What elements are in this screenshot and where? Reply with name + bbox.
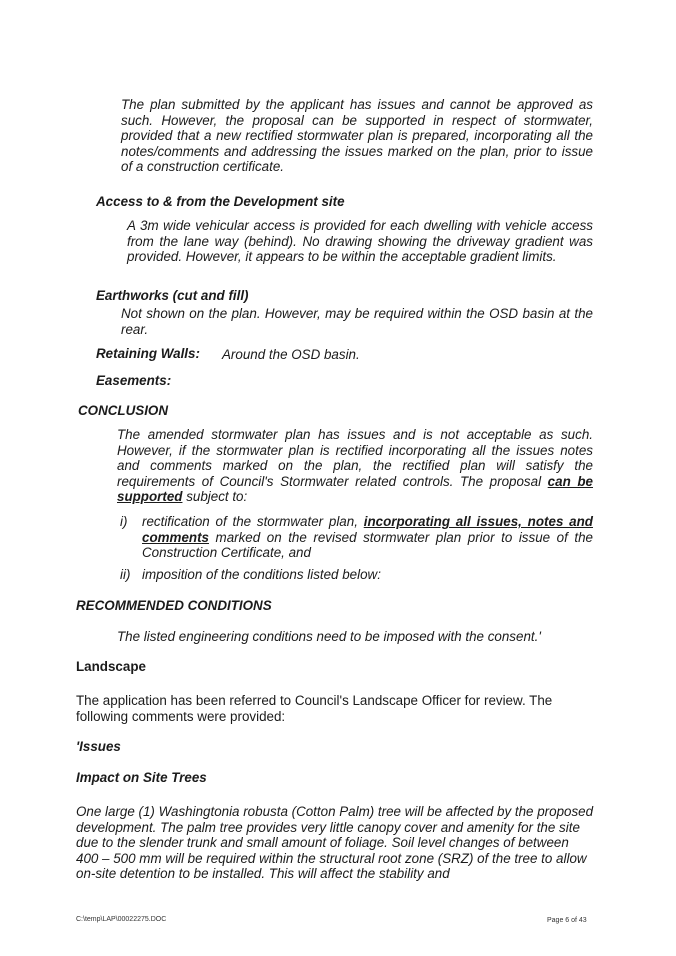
easements-heading: Easements: bbox=[96, 373, 172, 388]
list-item-number: i) bbox=[120, 514, 128, 529]
list-item-text-end: marked on the revised stormwater plan prior to issue of the Construction Certificate, and bbox=[142, 529, 593, 561]
earthworks-paragraph: Not shown on the plan. However, may be required within the OSD basin at the rear. bbox=[121, 306, 593, 337]
conclusion-tail: subject to: bbox=[182, 489, 248, 505]
recommended-conditions-heading: RECOMMENDED CONDITIONS bbox=[76, 598, 272, 613]
recommended-conditions-text: The listed engineering conditions need to be imposed with the consent.' bbox=[117, 629, 541, 644]
issues-heading: 'Issues bbox=[76, 739, 121, 754]
conclusion-text: The amended stormwater plan has issues and is not acceptable as such. However, if the stormwater plan is rectified incorporating all the issues notes and comments marked on the plan, the rectified plan will satisfy the requirements of Council's Stormwater related controls. The proposal bbox=[117, 427, 593, 489]
stormwater-summary-paragraph: The plan submitted by the applicant has issues and cannot be approved as such. However, the proposal can be supported in respect of stormwater, provided that a new rectified stormwater plan is prepared, incorporating all the notes/comments and addressing the issues marked on the plan, prior to issue of a construction certificate. bbox=[121, 97, 593, 175]
can-be-supported-emphasis: can be supported bbox=[117, 473, 593, 505]
footer-page-number: Page 6 of 43 bbox=[547, 917, 587, 924]
impact-paragraph: One large (1) Washingtonia robusta (Cotton Palm) tree will be affected by the proposed development. The palm tree provides very little canopy cover and amenity for the site due to the slender trunk and small amount of foliage. Soil level changes of between 400 – 500 mm will be required within the structural root zone (SRZ) of the tree to allow on-site detention to be installed. This will affect the stability and bbox=[76, 804, 594, 882]
landscape-paragraph: The application has been referred to Council's Landscape Officer for review. The following comments were provided: bbox=[76, 693, 553, 724]
conclusion-heading: CONCLUSION bbox=[78, 403, 169, 418]
earthworks-heading: Earthworks (cut and fill) bbox=[96, 288, 249, 303]
access-paragraph: A 3m wide vehicular access is provided for each dwelling with vehicle access from the lane way (behind). No drawing showing the driveway gradient was provided. However, it appears to be within the acceptable gradient limits. bbox=[127, 218, 593, 265]
impact-on-site-trees-heading: Impact on Site Trees bbox=[76, 770, 207, 785]
access-heading: Access to & from the Development site bbox=[96, 194, 345, 209]
retaining-walls-heading: Retaining Walls: bbox=[96, 346, 200, 361]
conclusion-paragraph bbox=[117, 427, 593, 505]
list-item-text: imposition of the conditions listed below: bbox=[142, 567, 381, 582]
retaining-walls-text: Around the OSD basin. bbox=[222, 347, 360, 362]
landscape-heading: Landscape bbox=[76, 659, 146, 674]
list-item-number: ii) bbox=[120, 567, 131, 582]
list-item-emphasis: incorporating all issues, notes and comments bbox=[142, 514, 593, 545]
list-item bbox=[120, 567, 593, 583]
list-item-text: rectification of the stormwater plan, bbox=[142, 514, 364, 529]
list-item bbox=[120, 514, 593, 561]
footer-file-path: C:\temp\LAP\00022275.DOC bbox=[76, 916, 167, 923]
